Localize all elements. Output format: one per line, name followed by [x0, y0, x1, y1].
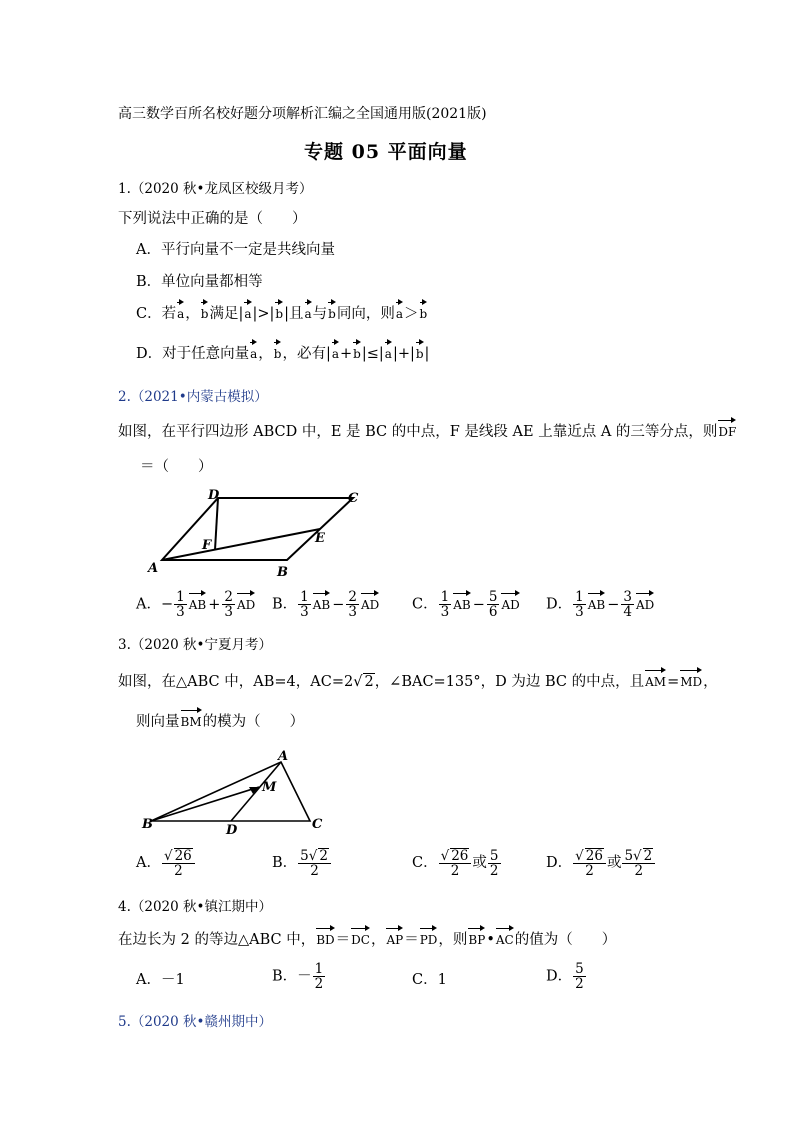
- point-label-a: A: [278, 749, 289, 764]
- denominator: 6: [488, 604, 498, 621]
- vector-b: b: [416, 340, 424, 361]
- vector-ad: AD: [501, 591, 519, 612]
- option-label: B．－: [272, 968, 312, 985]
- q4-stem: [118, 926, 616, 949]
- option-label: C．: [412, 596, 438, 613]
- option-label: D．: [546, 855, 573, 872]
- fraction: [439, 848, 472, 878]
- square-root: √ 2: [633, 848, 653, 864]
- q4-number: 4.（2020 秋•镇江期中）: [118, 899, 272, 915]
- point-label-c: C: [348, 491, 359, 506]
- equals: ＝: [335, 932, 351, 948]
- q3-stem-text: ，: [703, 674, 718, 690]
- sign: −: [160, 596, 174, 613]
- denominator: 2: [575, 976, 584, 993]
- vector-b: b: [274, 340, 282, 361]
- fraction: [439, 590, 452, 619]
- vector-b: b: [201, 300, 209, 321]
- vector-a: a: [177, 300, 184, 321]
- q1-option-d: [136, 340, 429, 363]
- square-root: √ 2: [308, 848, 328, 864]
- vector-b: b: [420, 300, 428, 321]
- denominator: 3: [348, 604, 357, 621]
- operator: −: [332, 596, 345, 613]
- numerator: [298, 848, 331, 864]
- q3-stem-text: 如图，在△ABC 中，AB=4，AC=2: [118, 674, 354, 690]
- vector-dc: DC: [351, 926, 370, 947]
- q1-d-text: |+|: [392, 346, 415, 362]
- coefficient: 5: [300, 848, 309, 864]
- q4-option-a: A．－1: [136, 972, 185, 988]
- operator: −: [472, 596, 485, 613]
- option-label: A．: [136, 855, 161, 872]
- denominator: 3: [440, 604, 450, 621]
- q4-option-d: [546, 962, 587, 991]
- option-label: D．: [546, 968, 573, 985]
- q2-option-b: [272, 590, 380, 619]
- vector-a: a: [332, 340, 339, 361]
- fraction: [298, 848, 331, 878]
- q4-stem-text: 在边长为 2 的等边△ABC 中，: [118, 932, 316, 948]
- equals: ＝: [404, 932, 419, 948]
- q3-option-d: [546, 848, 656, 878]
- q2-parallelogram-figure: [140, 482, 380, 582]
- q3-number: 3.（2020 秋•宁夏月考）: [118, 637, 272, 653]
- vector-ac: AC: [496, 926, 514, 947]
- denominator: 2: [585, 863, 594, 880]
- numerator: 1: [440, 589, 450, 605]
- option-label: B．: [272, 855, 298, 872]
- radicand: 2: [319, 848, 328, 864]
- numerator: 2: [348, 589, 357, 605]
- numerator: 3: [623, 589, 632, 605]
- vector-pd: PD: [420, 926, 438, 947]
- vector-b: b: [275, 300, 283, 321]
- numerator: 1: [575, 589, 584, 605]
- numerator: 5: [489, 847, 499, 864]
- denominator: 2: [314, 976, 324, 993]
- denominator: 2: [450, 863, 460, 880]
- q1-d-text: |≤|: [361, 346, 384, 362]
- option-label: A．: [136, 596, 161, 613]
- vector-a: a: [250, 340, 257, 361]
- point-label-d: D: [226, 823, 238, 838]
- point-label-b: B: [277, 565, 288, 580]
- q1-d-label: D．对于任意向量: [136, 346, 250, 362]
- q1-d-text: |: [424, 346, 430, 362]
- q2-option-a: [136, 590, 256, 619]
- q1-c-text: 与: [312, 306, 328, 322]
- square-root: √ 2: [353, 674, 374, 690]
- point-label-e: E: [315, 531, 325, 546]
- q1-c-text: 同向，则: [336, 306, 395, 322]
- numerator: [622, 848, 655, 864]
- q1-c-text: |且: [284, 306, 304, 322]
- denominator: 3: [176, 604, 185, 621]
- denominator: 2: [174, 863, 183, 880]
- point-label-c: C: [312, 817, 323, 832]
- radicand: 26: [585, 848, 603, 864]
- q4-stem-text: ，则: [438, 932, 468, 948]
- denominator: 2: [489, 862, 499, 879]
- denominator: 2: [310, 863, 319, 880]
- square-root: √ 26: [440, 848, 469, 864]
- q3-option-b: [272, 848, 332, 878]
- q1-stem: 下列说法中正确的是（ ）: [118, 211, 307, 227]
- vector-a: a: [244, 300, 251, 321]
- numerator: [439, 848, 472, 864]
- fraction: [573, 848, 606, 878]
- denominator: 3: [300, 604, 309, 621]
- q1-c-label: C．若: [136, 306, 177, 322]
- numerator: 5: [575, 961, 584, 977]
- q1-c-text: ＞: [404, 306, 419, 322]
- denominator: 2: [634, 863, 644, 880]
- fraction: [174, 590, 187, 619]
- operator: −: [607, 596, 620, 613]
- q3-stem-text: 则向量: [136, 714, 180, 730]
- q4-option-c: C．1: [412, 972, 447, 988]
- q1-option-c: [136, 300, 428, 323]
- option-label: B．: [272, 596, 298, 613]
- q2-stem-continued: ＝（ ）: [140, 459, 213, 475]
- vector-bd: BD: [316, 926, 334, 947]
- q1-d-text: ，必有|: [282, 346, 331, 362]
- point-label-m: M: [262, 780, 277, 795]
- q1-d-text: ，: [258, 346, 273, 362]
- vector-bp: BP: [468, 926, 485, 947]
- vector-b: b: [328, 300, 336, 321]
- point-label-f: F: [202, 538, 212, 553]
- vector-md: MD: [680, 668, 702, 689]
- q1-option-a: A．平行向量不一定是共线向量: [136, 242, 335, 258]
- operator: +: [208, 596, 221, 613]
- numerator: [162, 848, 195, 864]
- option-label: C．: [412, 855, 438, 872]
- q1-number: 1.（2020 秋•龙凤区校级月考）: [118, 181, 313, 197]
- q3-stem-continued: [136, 708, 304, 731]
- vector-a: a: [396, 300, 403, 321]
- q2-number: 2.（2021•内蒙古模拟）: [118, 389, 268, 405]
- or-text: 或: [606, 855, 622, 872]
- q1-c-text: 满足|: [209, 306, 244, 322]
- fraction: [313, 962, 326, 991]
- dot-operator: •: [486, 932, 495, 948]
- q4-option-b: [272, 962, 326, 991]
- radicand: 2: [643, 848, 653, 864]
- numerator: 1: [176, 589, 185, 605]
- vector-ab: AB: [313, 591, 330, 612]
- fraction: [487, 590, 500, 619]
- option-label: D．: [546, 596, 573, 613]
- vector-ab: AB: [588, 591, 605, 612]
- vector-df: DF: [718, 418, 736, 439]
- q2-option-c: [412, 590, 521, 619]
- point-label-d: D: [208, 488, 220, 503]
- vector-a: a: [385, 340, 392, 361]
- q3-option-a: [136, 848, 196, 878]
- comma: ，: [370, 932, 386, 948]
- numerator: 2: [224, 589, 233, 605]
- q1-d-text: +: [340, 346, 353, 362]
- q1-c-text: ，: [185, 306, 200, 322]
- coefficient: 5: [624, 848, 634, 864]
- vector-ad: AD: [636, 591, 654, 612]
- point-label-b: B: [142, 817, 153, 832]
- q4-stem-text: 的值为（ ）: [514, 932, 617, 948]
- vector-ad: AD: [237, 591, 255, 612]
- q3-stem-text: 的模为（ ）: [202, 714, 305, 730]
- vector-ap: AP: [386, 926, 403, 947]
- numerator: [573, 848, 606, 864]
- radicand: 2: [364, 674, 374, 690]
- numerator: 1: [300, 589, 309, 605]
- or-text: 或: [472, 855, 487, 872]
- q2-stem-text: 如图，在平行四边形 ABCD 中，E 是 BC 的中点，F 是线段 AE 上靠近点 A 的三等分点，则: [118, 424, 718, 440]
- fraction: [222, 590, 235, 619]
- q1-option-b: B．单位向量都相等: [136, 274, 263, 290]
- square-root: √ 26: [575, 848, 603, 864]
- numerator: 5: [488, 589, 498, 605]
- vector-b: b: [353, 340, 361, 361]
- q2-option-d: [546, 590, 655, 619]
- denominator: 3: [575, 604, 584, 621]
- radicand: 26: [451, 848, 469, 864]
- document-subtitle: 高三数学百所名校好题分项解析汇编之全国通用版(2021版): [118, 106, 487, 122]
- equals: =: [667, 674, 680, 690]
- vector-ab: AB: [453, 591, 470, 612]
- q5-number: 5.（2020 秋•赣州期中）: [118, 1014, 272, 1030]
- numerator: 1: [314, 961, 324, 977]
- fraction: [573, 590, 586, 619]
- fraction: [298, 590, 311, 619]
- vector-a: a: [305, 300, 312, 321]
- vector-bm: BM: [181, 708, 202, 729]
- page-title: 专题 05 平面向量: [304, 141, 468, 163]
- q3-triangle-figure: [135, 748, 335, 840]
- vector-am: AM: [645, 668, 666, 689]
- vector-ad: AD: [361, 591, 379, 612]
- fraction: [573, 962, 586, 991]
- q3-stem-text: ，∠BAC=135°，D 为边 BC 的中点，且: [374, 674, 645, 690]
- point-label-a: A: [148, 561, 159, 576]
- fraction: [621, 590, 634, 619]
- fraction: [346, 590, 359, 619]
- q3-stem: [118, 668, 718, 691]
- fraction: [162, 848, 195, 878]
- q1-c-text: |>|: [252, 306, 275, 322]
- denominator: 3: [224, 604, 233, 621]
- fraction: [622, 848, 655, 878]
- fraction: [488, 849, 501, 878]
- radicand: 26: [174, 848, 192, 864]
- denominator: 4: [623, 604, 632, 621]
- square-root: √ 26: [163, 848, 192, 864]
- vector-ab: AB: [189, 591, 206, 612]
- q2-stem: [118, 418, 737, 441]
- q3-option-c: [412, 848, 502, 878]
